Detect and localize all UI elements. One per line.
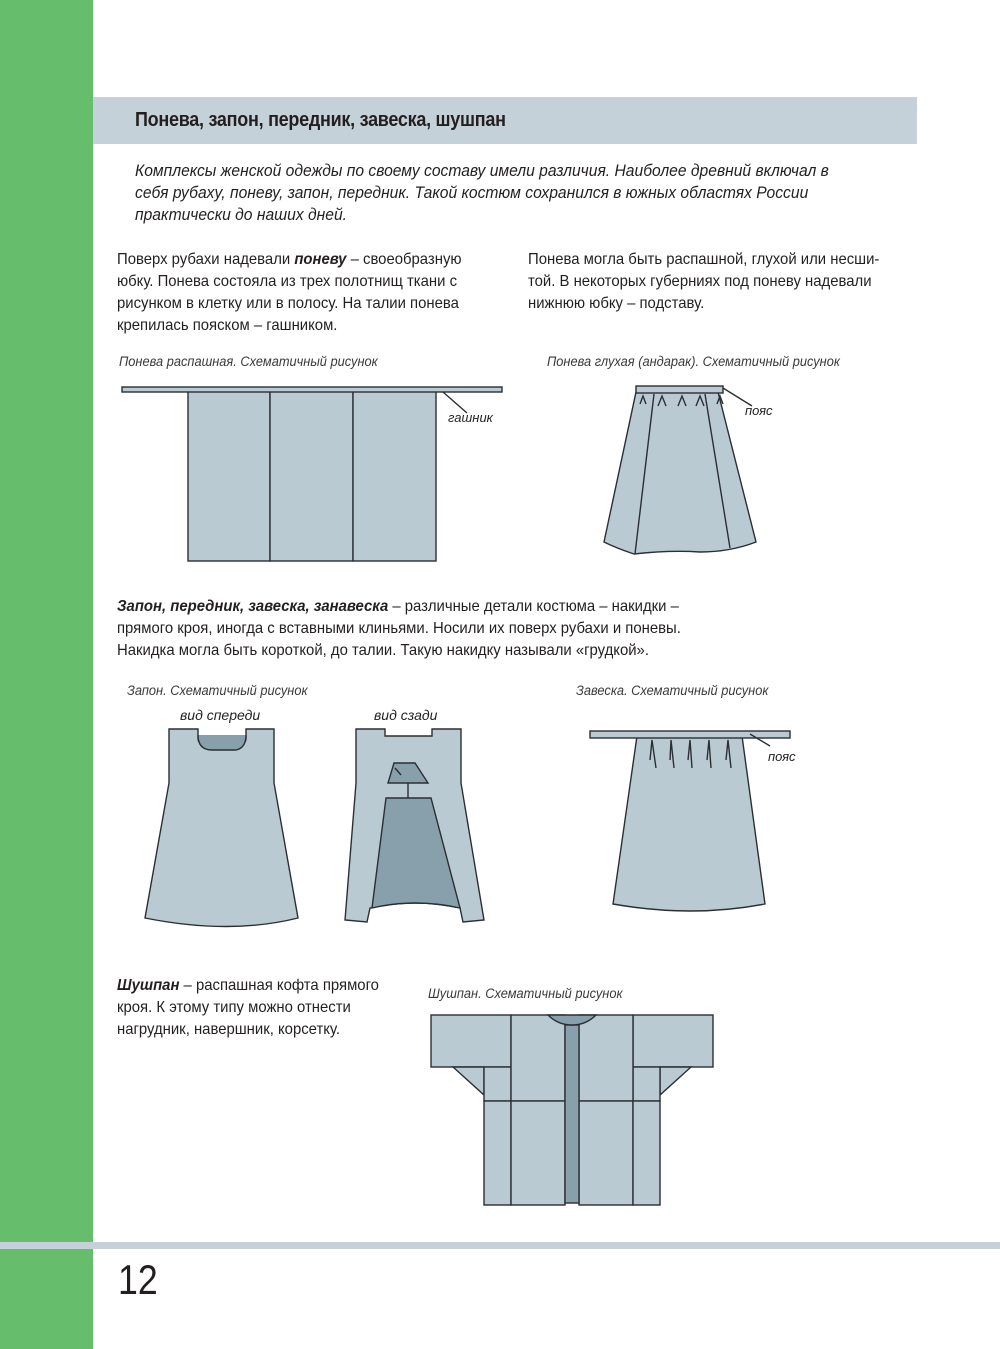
zapon-illustration xyxy=(130,710,510,930)
poneva-paragraph: Поверх рубахи надевали поневу – своеобразную юбку. Понева состояла из трех полотнищ ткани с рисунком в клетку или в полосу. На талии понева крепилась пояском – гашником. xyxy=(117,251,462,334)
figure-caption: Понева глухая (андарак). Схематичный рисунок xyxy=(547,354,840,369)
figure-caption: Шушпан. Схематичный рисунок xyxy=(428,986,623,1001)
term-zapon: Запон, передник, завеска, занавеска xyxy=(117,598,389,615)
poneva-closed-illustration xyxy=(580,370,800,570)
zapon-paragraph: Запон, передник, завеска, занавеска – различные детали костюма – накидки – прямого кроя, иногда с вставными клиньями. Носили их поверх рубахи и поневы. Накидка могла быть короткой, до талии. Такую накидку называли «грудкой». xyxy=(117,598,681,659)
view-front-label: вид спереди xyxy=(180,707,261,723)
side-color-bar xyxy=(0,0,93,1349)
shushpan-illustration xyxy=(420,1005,730,1215)
poneva-open-illustration xyxy=(110,375,510,575)
page-number: 12 xyxy=(118,1256,158,1303)
figure-caption: Понева распашная. Схематичный рисунок xyxy=(119,354,378,369)
view-back-label: вид сзади xyxy=(374,707,438,723)
callout-label: пояс xyxy=(745,403,773,418)
footer-rule xyxy=(0,1242,1000,1249)
term-shushpan: Шушпан xyxy=(117,977,180,994)
figure-caption: Запон. Схематичный рисунок xyxy=(127,683,308,698)
lead-paragraph: Комплексы женской одежды по своему составу имели различия. Наиболее древний включал в себя рубаху, поневу, запон, передник. Такой костюм сохранился в южных областях России практически до наших дней. xyxy=(135,161,829,224)
term-poneva: поневу xyxy=(294,251,347,268)
zaveska-illustration xyxy=(570,680,820,930)
shushpan-paragraph: Шушпан – распашная кофта прямого кроя. К этому типу можно отнести нагрудник, навершник, корсетку. xyxy=(117,977,379,1038)
figure-caption: Завеска. Схематичный рисунок xyxy=(576,683,769,698)
callout-label: гашник xyxy=(448,410,493,425)
poneva-types-paragraph: Понева могла быть распашной, глухой или несши-той. В некоторых губерниях под поневу надевали нижнюю юбку – подставу. xyxy=(528,251,880,312)
page-title: Понева, запон, передник, завеска, шушпан xyxy=(135,109,506,131)
callout-label: пояс xyxy=(768,749,796,764)
section-header xyxy=(93,97,917,144)
